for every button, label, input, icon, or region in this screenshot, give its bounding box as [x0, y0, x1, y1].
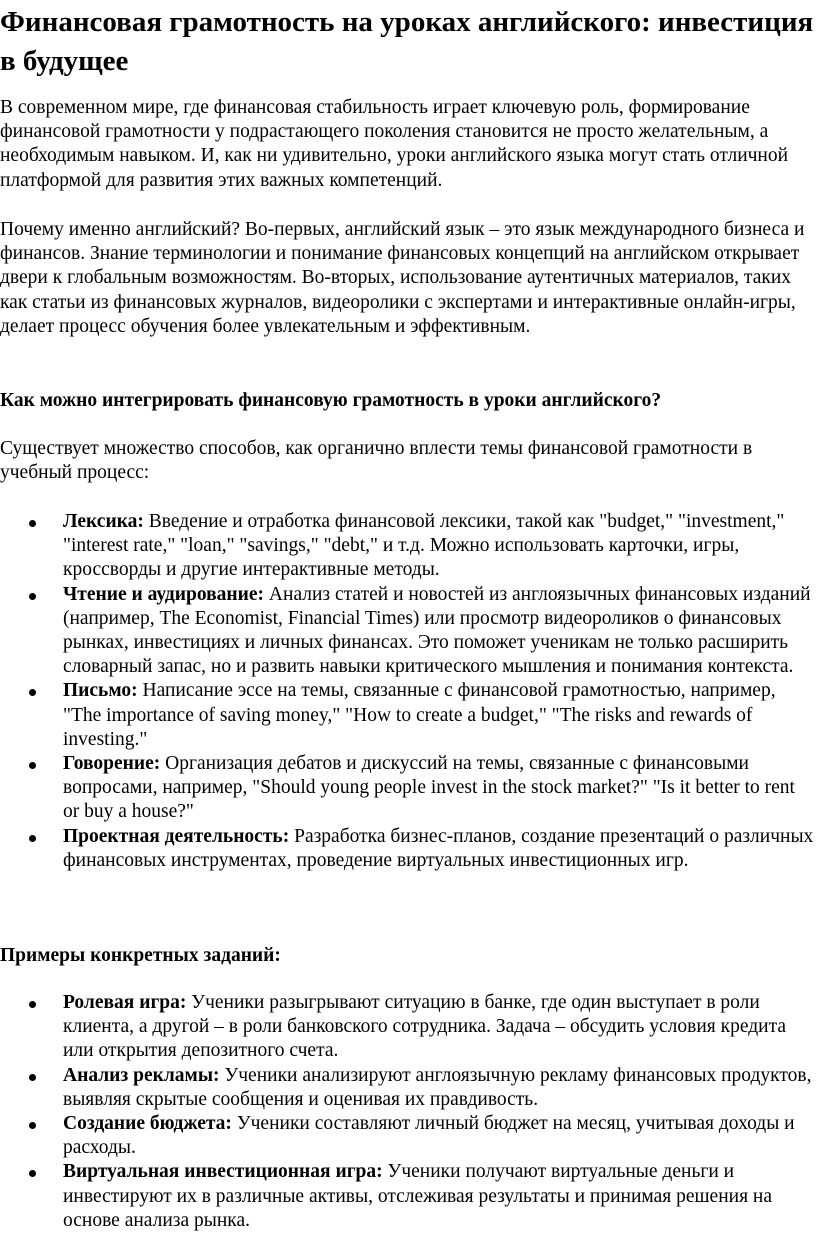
list-item-text: Ученики разыгрывают ситуацию в банке, где один выступает в роли клиента, а другой – в роли банковского сотрудника. Задача – обсудить условия кредита или открытия депозитного счета. — [63, 992, 787, 1062]
bullet-icon — [29, 762, 36, 769]
list-item-projects — [0, 825, 816, 873]
list-item-text: Разработка бизнес-планов, создание презентаций о различных финансовых инструментах, проведение виртуальных инвестиционных игр. — [63, 825, 814, 871]
integration-lead-paragraph: Существует множество способов, как органично вплести темы финансовой грамотности в учебный процесс: — [0, 438, 753, 484]
examples-heading: Примеры конкретных заданий: — [0, 945, 281, 966]
list-item-text: Написание эссе на темы, связанные с финансовой грамотностью, например, "The importance of saving money," "How to create a budget," "The risks and rewards of investing." — [63, 680, 776, 750]
list-item-term: Ролевая игра: — [63, 992, 187, 1013]
list-item-text: Организация дебатов и дискуссий на темы, связанные с финансовыми вопросами, например, "Should young people invest in the stock market?" "Is it better to rent or buy a house?" — [63, 753, 795, 823]
integration-heading: Как можно интегрировать финансовую грамотность в уроки английского? — [0, 390, 662, 411]
list-item-term: Лексика: — [63, 511, 144, 532]
list-item-term: Анализ рекламы: — [63, 1064, 220, 1086]
integration-methods-list — [0, 510, 816, 873]
list-item-term: Письмо: — [63, 680, 138, 702]
list-item-reading-listening — [0, 583, 816, 680]
list-item-term: Виртуальная инвестиционная игра: — [63, 1161, 383, 1183]
bullet-icon — [29, 593, 36, 600]
list-item-writing — [0, 679, 816, 752]
bullet-icon — [29, 835, 36, 842]
list-item-investment-game — [0, 1160, 816, 1233]
bullet-icon — [29, 1001, 36, 1008]
list-item-term: Говорение: — [63, 753, 161, 775]
page-title: Финансовая грамотность на уроках английского: инвестиция в будущее — [0, 6, 814, 77]
intro-paragraph: В современном мире, где финансовая стабильность играет ключевую роль, формирование финансовой грамотности у подрастающего поколения становится не просто желательным, а необходимым навыком. И, как ни удивительно, уроки английского языка могут стать отличной платформой для развития этих важных компетенций. — [0, 97, 789, 191]
list-item-text: Ученики составляют личный бюджет на месяц, учитывая доходы и расходы. — [63, 1113, 795, 1159]
list-item-ad-analysis — [0, 1064, 816, 1112]
list-item-role-play — [0, 991, 816, 1064]
list-item-vocabulary — [0, 510, 816, 583]
list-item-text: Ученики получают виртуальные деньги и инвестируют их в различные активы, отслеживая результаты и принимая решения на основе анализа рынка. — [63, 1161, 773, 1231]
list-item-text: Анализ статей и новостей из англоязычных финансовых изданий (например, The Economist, Financial Times) или просмотр видеороликов о финансовых рынках, инвестициях и личных финансах. Это поможет ученикам не только расширить словарный запас, но и развить навыки критического мышления и понимания контекста. — [63, 583, 811, 678]
list-item-term: Проектная деятельность: — [63, 825, 290, 847]
why-english-paragraph: Почему именно английский? Во-первых, английский язык – это язык международного бизнеса и финансов. Знание терминологии и понимание финансовых концепций на английском открывает двери к глобальным возможностям. Во-вторых, использование аутентичных материалов, таких как статьи из финансовых журналов, видеоролики с экспертами и интерактивные онлайн-игры, делает процесс обучения более увлекательным и эффективным. — [0, 219, 805, 337]
bullet-icon — [29, 1122, 36, 1129]
list-item-budget — [0, 1112, 816, 1160]
list-item-term: Создание бюджета: — [63, 1113, 232, 1135]
bullet-icon — [29, 1170, 36, 1177]
list-item-text: Введение и отработка финансовой лексики, такой как "budget," "investment," "interest rate," "loan," "savings," "debt," и т.д. Можно использовать карточки, игры, кроссворды и другие интерактивные методы. — [63, 511, 785, 581]
bullet-icon — [29, 1074, 36, 1081]
examples-list — [0, 991, 816, 1233]
list-item-speaking — [0, 752, 816, 825]
bullet-icon — [29, 520, 36, 527]
list-item-term: Чтение и аудирование: — [63, 583, 265, 605]
bullet-icon — [29, 689, 36, 696]
list-item-text: Ученики анализируют англоязычную рекламу финансовых продуктов, выявляя скрытые сообщения и оценивая их правдивость. — [63, 1064, 812, 1110]
